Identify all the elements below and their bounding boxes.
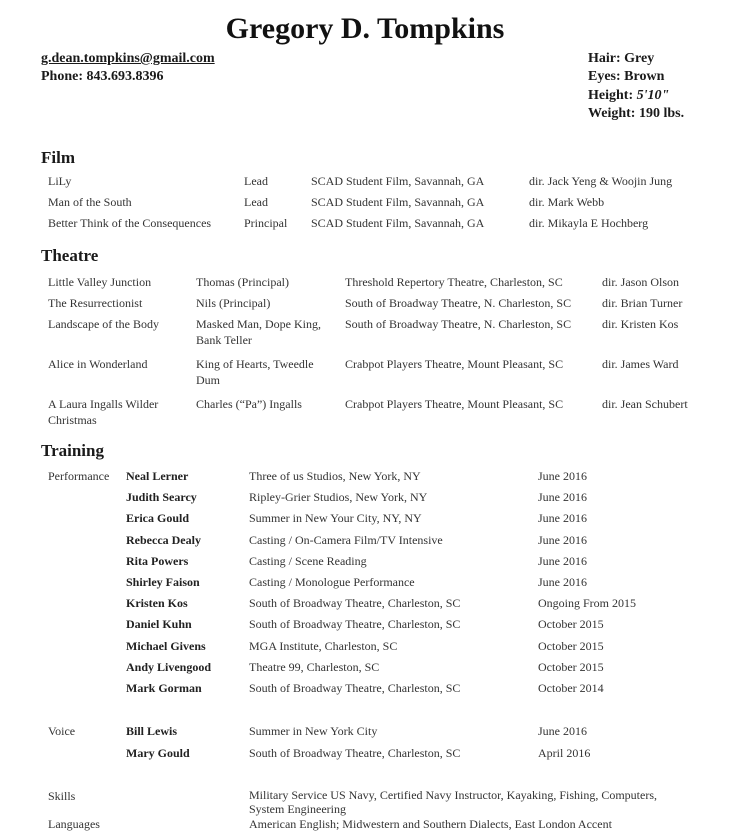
languages-label: Languages <box>48 817 100 831</box>
hair-color: Hair: Grey <box>588 51 655 66</box>
training-date: Ongoing From 2015 <box>538 596 637 611</box>
film-role: Principal <box>244 216 288 230</box>
training-venue: Summer in New Your City, NY, NY <box>249 511 422 526</box>
training-date: October 2014 <box>538 681 604 695</box>
performance-label: Performance <box>48 469 110 483</box>
instructor-name: Neal Lerner <box>126 469 189 483</box>
theatre-venue: Crabpot Players Theatre, Mount Pleasant, SC <box>345 397 564 411</box>
instructor-name: Erica Gould <box>126 511 190 526</box>
theatre-title: Alice in Wonderland <box>48 357 148 371</box>
weight: Weight: 190 lbs. <box>588 106 685 121</box>
height-label: Height: <box>588 88 634 103</box>
film-director: dir. Jack Yeng & Woojin Jung <box>529 174 673 188</box>
instructor-name: Judith Searcy <box>126 490 197 505</box>
section-theatre-heading: Theatre <box>41 246 99 265</box>
theatre-title: The Resurrectionist <box>48 296 143 310</box>
instructor-name: Shirley Faison <box>126 575 200 589</box>
languages-text: American English; Midwestern and Southern Dialects, East London Accent <box>249 817 612 831</box>
training-date: June 2016 <box>538 490 587 505</box>
training-date: June 2016 <box>538 553 587 568</box>
training-venue: Casting / On-Camera Film/TV Intensive <box>249 532 443 547</box>
theatre-role: Masked Man, Dope King, Bank Teller <box>196 317 321 347</box>
training-venue: Casting / Monologue Performance <box>249 575 415 589</box>
training-date: June 2016 <box>538 532 587 547</box>
theatre-venue: Threshold Repertory Theatre, Charleston, SC <box>345 275 563 289</box>
email-link[interactable]: g.dean.tompkins@gmail.com <box>41 51 215 66</box>
theatre-venue: South of Broadway Theatre, N. Charleston, SC <box>345 296 572 310</box>
training-venue: Three of us Studios, New York, NY <box>249 469 421 483</box>
theatre-director: dir. Jason Olson <box>602 275 680 289</box>
training-venue: MGA Institute, Charleston, SC <box>249 638 398 653</box>
film-director: dir. Mark Webb <box>529 195 605 209</box>
section-film-heading: Film <box>41 148 75 167</box>
instructor-name: Rita Powers <box>126 553 189 568</box>
theatre-role: Nils (Principal) <box>196 296 271 310</box>
theatre-role: King of Hearts, Tweedle Dum <box>196 357 314 387</box>
theatre-role: Charles (“Pa”) Ingalls <box>196 397 302 411</box>
section-training-heading: Training <box>41 441 104 460</box>
instructor-name: Mary Gould <box>126 745 190 760</box>
theatre-director: dir. Brian Turner <box>602 296 683 310</box>
training-date: October 2015 <box>538 638 604 653</box>
instructor-name: Kristen Kos <box>126 596 188 611</box>
height <box>588 88 669 104</box>
film-title: Man of the South <box>48 195 132 209</box>
theatre-venue: South of Broadway Theatre, N. Charleston, SC <box>345 317 572 331</box>
training-venue: South of Broadway Theatre, Charleston, SC <box>249 596 461 611</box>
theatre-venue: Crabpot Players Theatre, Mount Pleasant, SC <box>345 357 564 371</box>
height-value: 5'10" <box>636 88 670 103</box>
resume-name: Gregory D. Tompkins <box>225 12 505 45</box>
instructor-name: Daniel Kuhn <box>126 617 192 632</box>
film-director: dir. Mikayla E Hochberg <box>529 216 649 230</box>
training-venue: South of Broadway Theatre, Charleston, SC <box>249 745 461 760</box>
theatre-role: Thomas (Principal) <box>196 275 289 289</box>
training-date: June 2016 <box>538 511 587 526</box>
training-date: June 2016 <box>538 724 587 738</box>
film-role: Lead <box>244 174 268 188</box>
film-title: LiLy <box>48 174 72 188</box>
theatre-director: dir. James Ward <box>602 357 679 371</box>
skills-label: Skills <box>48 789 76 803</box>
training-venue: South of Broadway Theatre, Charleston, SC <box>249 681 461 695</box>
training-venue: Ripley-Grier Studios, New York, NY <box>249 490 428 505</box>
instructor-name: Michael Givens <box>126 638 206 653</box>
training-date: October 2015 <box>538 617 604 632</box>
training-venue: Casting / Scene Reading <box>249 553 367 568</box>
eye-color: Eyes: Brown <box>588 69 665 84</box>
theatre-director: dir. Jean Schubert <box>602 397 688 411</box>
instructor-name: Rebecca Dealy <box>126 532 201 547</box>
instructor-name: Bill Lewis <box>126 724 178 738</box>
theatre-title: Little Valley Junction <box>48 275 152 289</box>
skills-text: Military Service US Navy, Certified Navy Instructor, Kayaking, Fishing, Computers, System Engineering <box>249 788 658 816</box>
training-venue: South of Broadway Theatre, Charleston, SC <box>249 617 461 632</box>
training-venue: Theatre 99, Charleston, SC <box>249 659 380 674</box>
theatre-title: Landscape of the Body <box>48 317 159 331</box>
phone-number: Phone: 843.693.8396 <box>41 69 164 84</box>
film-role: Lead <box>244 195 268 209</box>
instructor-name: Mark Gorman <box>126 681 202 695</box>
training-venue: Summer in New York City <box>249 724 378 738</box>
training-date: October 2015 <box>538 659 604 674</box>
film-title: Better Think of the Consequences <box>48 216 212 230</box>
training-date: June 2016 <box>538 469 587 483</box>
voice-label: Voice <box>48 724 76 738</box>
film-production: SCAD Student Film, Savannah, GA <box>311 216 485 230</box>
instructor-name: Andy Livengood <box>126 659 212 674</box>
theatre-title: A Laura Ingalls Wilder Christmas <box>48 397 159 427</box>
film-production: SCAD Student Film, Savannah, GA <box>311 174 485 188</box>
training-date: April 2016 <box>538 745 591 760</box>
training-date: June 2016 <box>538 575 587 589</box>
film-production: SCAD Student Film, Savannah, GA <box>311 195 485 209</box>
theatre-director: dir. Kristen Kos <box>602 317 679 331</box>
